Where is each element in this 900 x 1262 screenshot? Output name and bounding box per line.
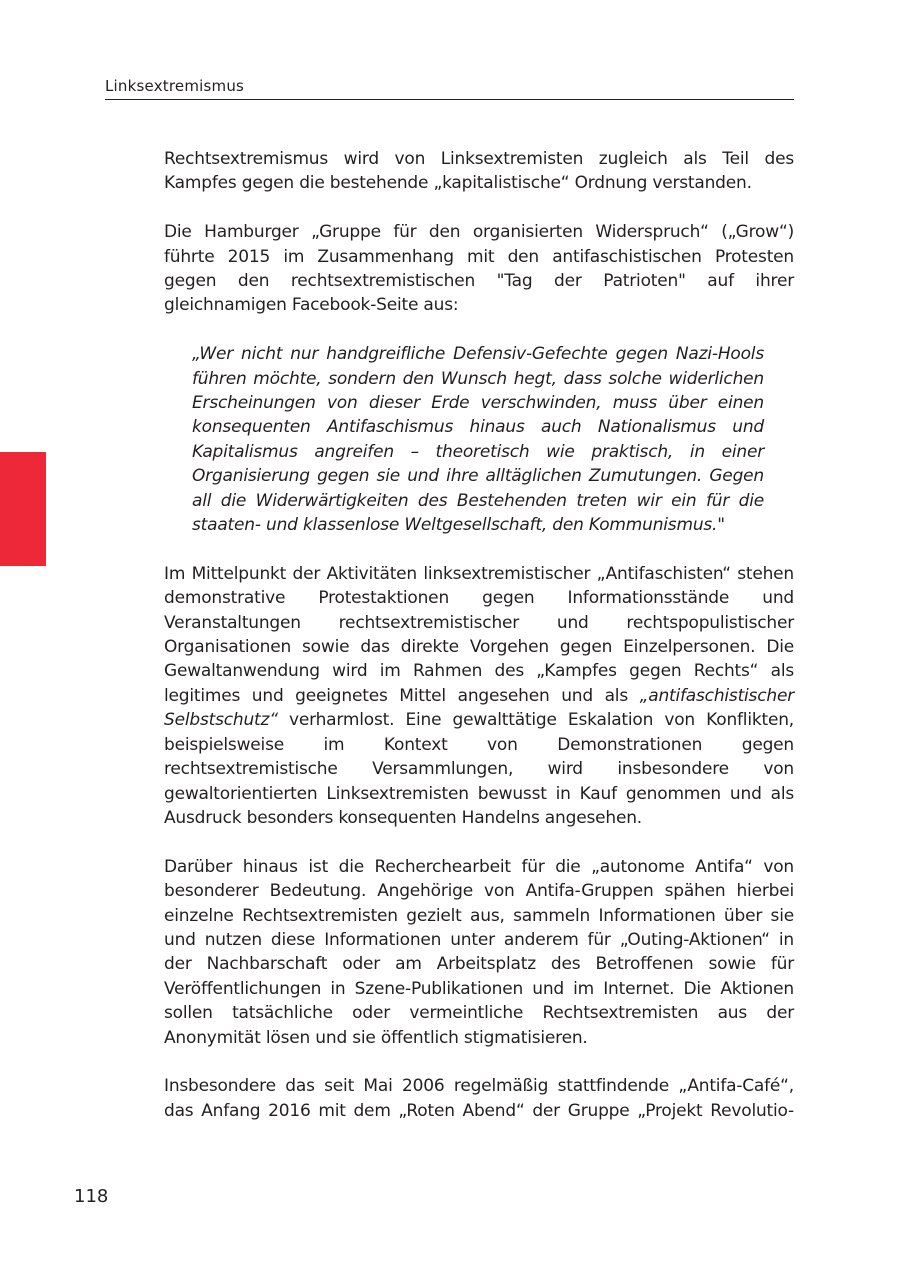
paragraph-2: Die Hamburger „Gruppe für den organisierten Widerspruch“ („Grow“) führte 2015 im Zusammenhang mit den antifaschistischen Protesten gegen den rechtsextremistischen "Tag der Patrioten" auf ihrer gleichnamigen Facebook-Seite aus: [164, 222, 794, 316]
quote-text: „Wer nicht nur handgreifliche Defensiv-Gefechte gegen Nazi-Hools führen möchte, sondern den Wunsch hegt, dass solche widerlichen Erscheinungen von dieser Erde verschwinden, muss über einen konsequenten Antifaschismus hinaus auch Nationalismus und Kapitalismus angreifen – theoretisch wie praktisch, in einer Organisierung gegen sie und ihre alltäglichen Zumutungen. Gegen all die Widerwärtigkeiten des Bestehenden treten wir ein für die staaten- und klassenlose Weltgesellschaft, den Kommunismus. [192, 344, 764, 536]
page-number: 118 [74, 1186, 109, 1207]
paragraph-3-start: Im Mittelpunkt der Aktivitäten linksextremistischer „Antifaschisten“ stehen demonstrative Protestaktionen gegen Informationsstände und Veranstaltungen rechtsextremistischer und rechtspopulistischer Organisationen sowie das direkte Vorgehen gegen Einzelpersonen. Die Gewaltanwendung wird im Rahmen des „Kampfes gegen Rechts“ als legitimes und geeignetes Mittel angesehen und als [164, 563, 794, 706]
chapter-side-tab [0, 452, 46, 566]
paragraph-5: Insbesondere das seit Mai 2006 regelmäßig stattfindende „Antifa-Café“, das Anfang 2016 mit dem „Roten Abend“ der Gruppe „Projekt Revolutio- [164, 1076, 794, 1121]
paragraph-3-end: verharmlost. Eine gewalttätige Eskalation von Konflikten, beispielsweise im Kontext von Demonstrationen gegen rechtsextremistische Versammlungen, wird insbesondere von gewaltorientierten Linksextremisten bewusst in Kauf genommen und als Ausdruck besonders konsequenten Handelns angesehen. [164, 710, 794, 828]
quote-close-mark: " [717, 515, 725, 536]
paragraph-3 [164, 562, 794, 830]
running-head [105, 76, 794, 100]
paragraph-1: Rechtsextremismus wird von Linksextremisten zugleich als Teil des Kampfes gegen die bestehende „kapitalistische“ Ordnung verstanden. [164, 149, 794, 194]
main-text [164, 147, 794, 1148]
block-quote [164, 342, 794, 537]
running-head-title: Linksextremismus [105, 77, 245, 95]
paragraph-3-italic-term: „antifaschistischer Selbstschutz“ [164, 685, 794, 731]
paragraph-4: Darüber hinaus ist die Recherchearbeit für die „autonome Antifa“ von besonderer Bedeutung. Angehörige von Antifa-Gruppen spähen hierbei einzelne Rechtsextremisten gezielt aus, sammeln Informationen über sie und nutzen diese Informationen unter anderem für „Outing-Aktionen“ in der Nachbarschaft oder am Arbeitsplatz des Betroffenen sowie für Veröffentlichungen in Szene-Publikationen und im Internet. Die Aktionen sollen tatsächliche oder vermeintliche Rechtsextremisten aus der Anonymität lösen und sie öffentlich stigmatisieren. [164, 856, 794, 1048]
